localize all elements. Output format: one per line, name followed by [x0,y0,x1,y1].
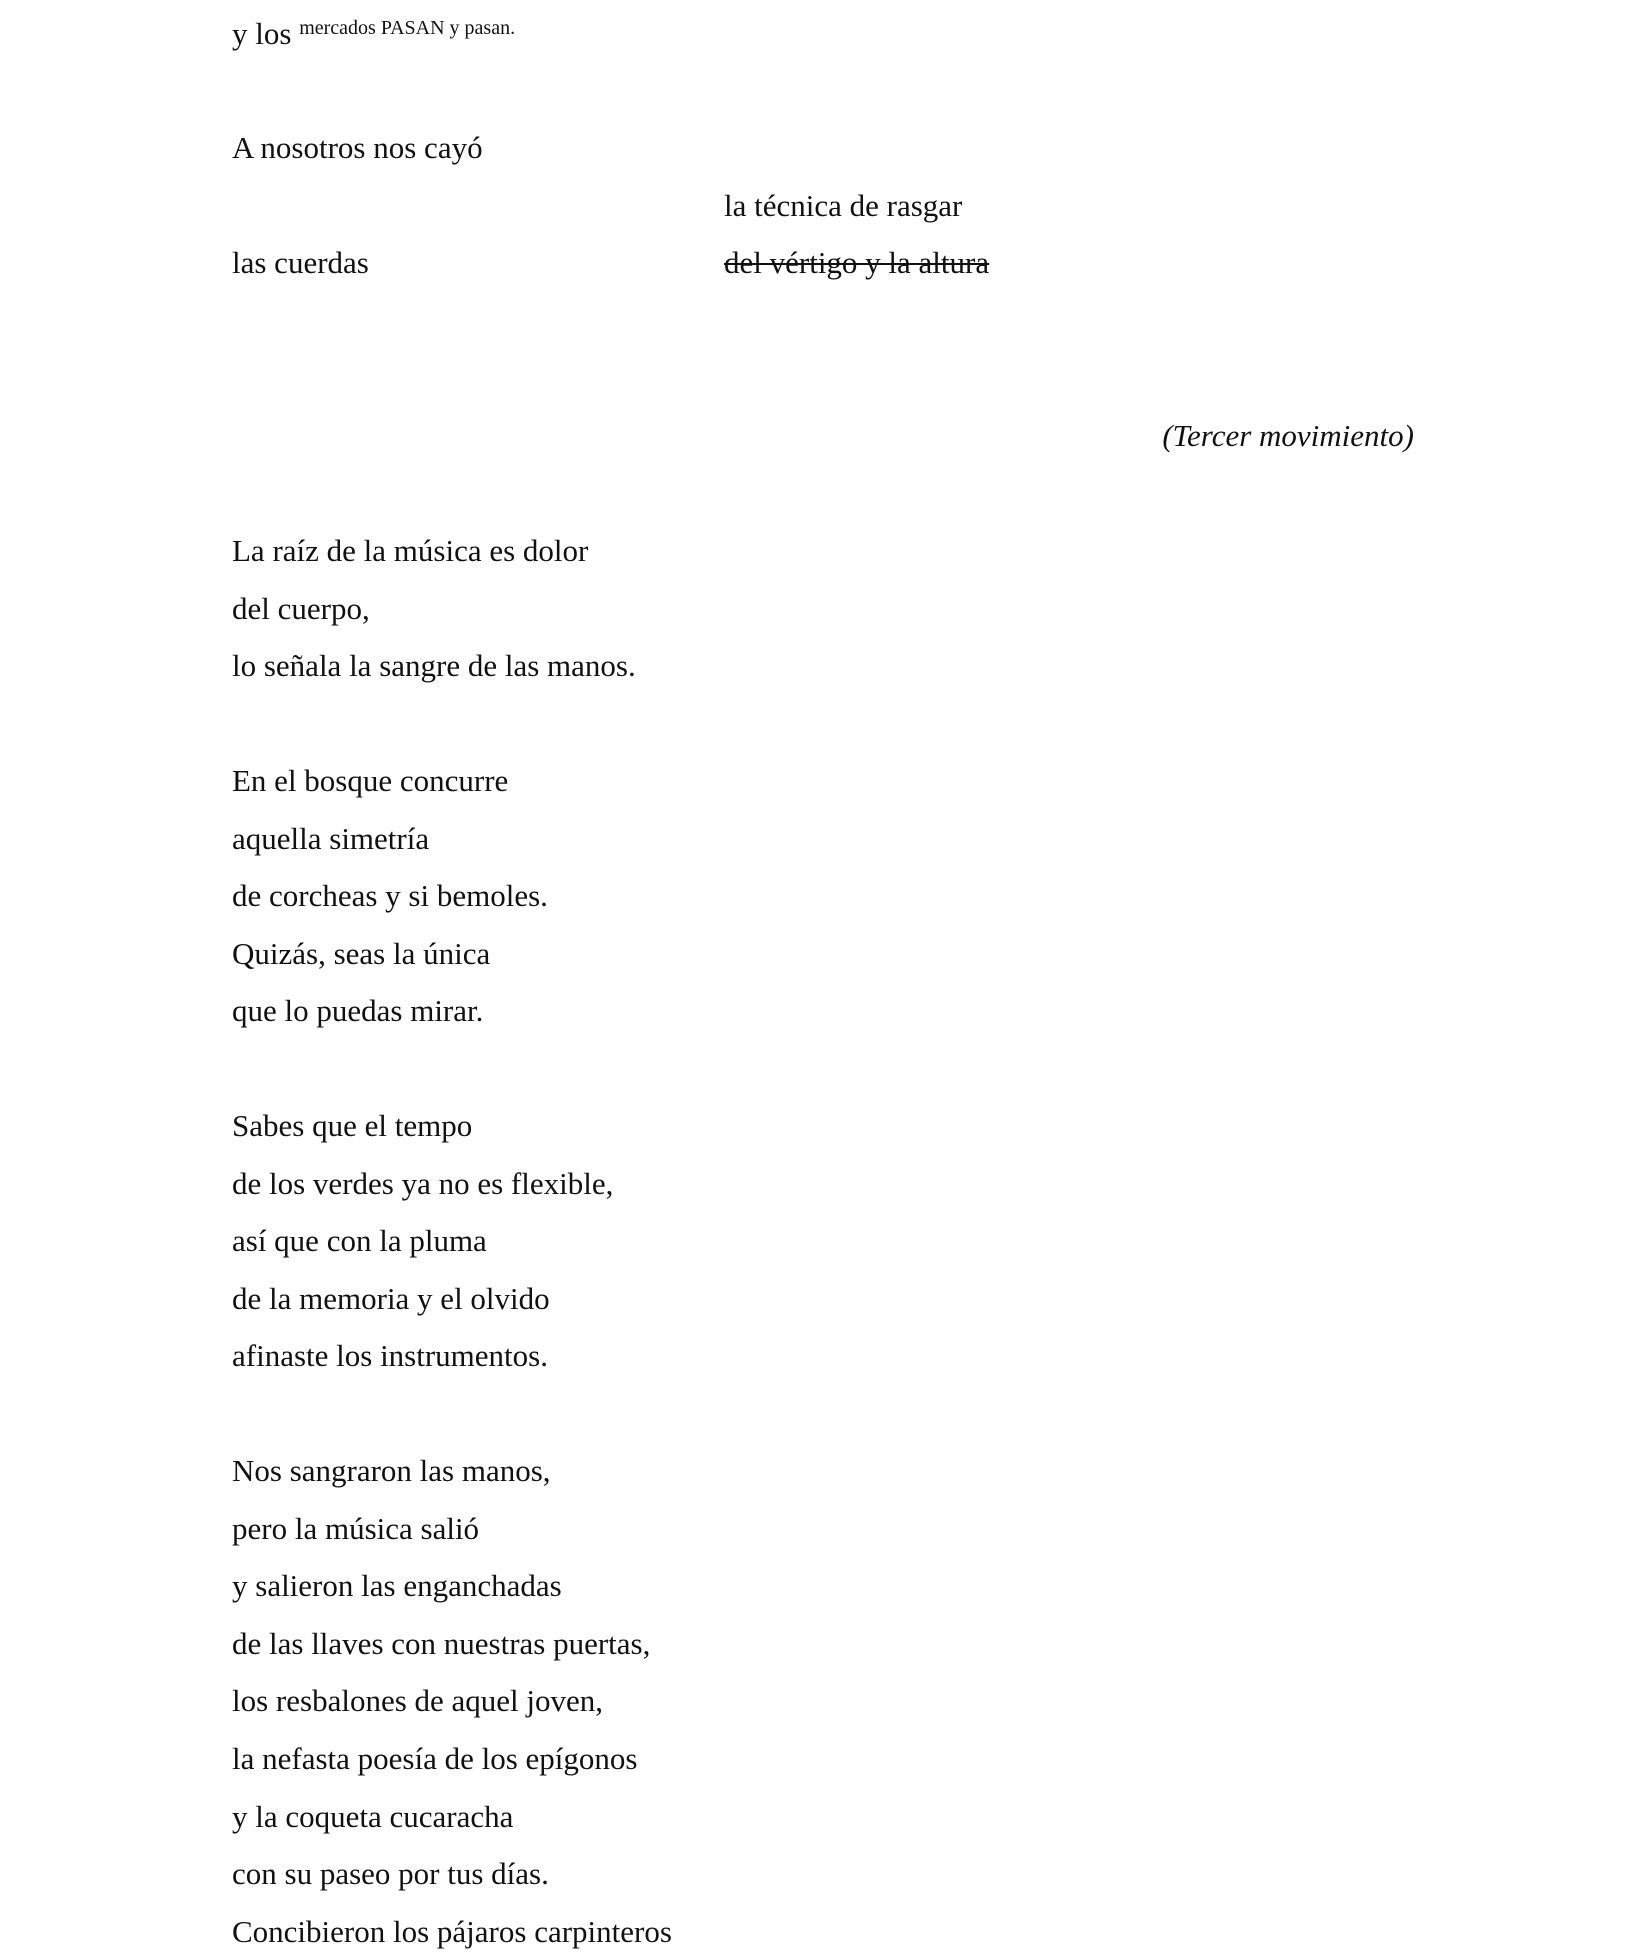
stanza-4 [232,1442,672,1960]
fragment-prefix: y los [232,16,292,51]
stanza-2 [232,752,548,1040]
verse-line: afinaste los instrumentos. [232,1338,548,1374]
verse-line: de los verdes ya no es flexible, [232,1165,614,1201]
verse-line: Sabes que el tempo [232,1108,473,1143]
verse-line: los resbalones de aquel joven, [232,1683,604,1719]
verse-line: aquella simetría [232,820,430,856]
verse-line: la nefasta poesía de los epígonos [232,1740,638,1776]
verse-line: de las llaves con nuestras puertas, [232,1625,651,1661]
verse-line: Nos sangraron las manos, [232,1453,551,1488]
fragment-superscript: mercados PASAN y pasan. [299,17,516,39]
upper-right-line-2-struck: del vértigo y la altura [724,245,990,280]
verse-line: de corcheas y si bemoles. [232,878,548,914]
stanza-1 [232,522,636,695]
fragment-line [232,14,515,54]
verse-line: que lo puedas mirar. [232,993,484,1029]
verse-line: Concibieron los pájaros carpinteros [232,1913,672,1949]
verse-line: de la memoria y el olvido [232,1280,550,1316]
verse-line: Quizás, seas la única [232,935,491,971]
verse-line: pero la música salió [232,1510,480,1546]
verse-line: La raíz de la música es dolor [232,533,589,568]
upper-right-line-1: la técnica de rasgar [724,188,963,223]
verse-line: En el bosque concurre [232,763,509,798]
verse-line: con su paseo por tus días. [232,1856,549,1892]
verse-line: lo señala la sangre de las manos. [232,648,636,684]
verse-line: así que con la pluma [232,1223,487,1259]
verse-line: y salieron las enganchadas [232,1568,562,1604]
verse-line: y la coqueta cucaracha [232,1798,514,1834]
stanza-3 [232,1097,613,1385]
verse-line: del cuerpo, [232,590,370,626]
upper-line-1: A nosotros nos cayó [232,130,483,165]
section-title: (Tercer movimiento) [1162,418,1414,453]
upper-left-line-2: las cuerdas [232,245,369,280]
